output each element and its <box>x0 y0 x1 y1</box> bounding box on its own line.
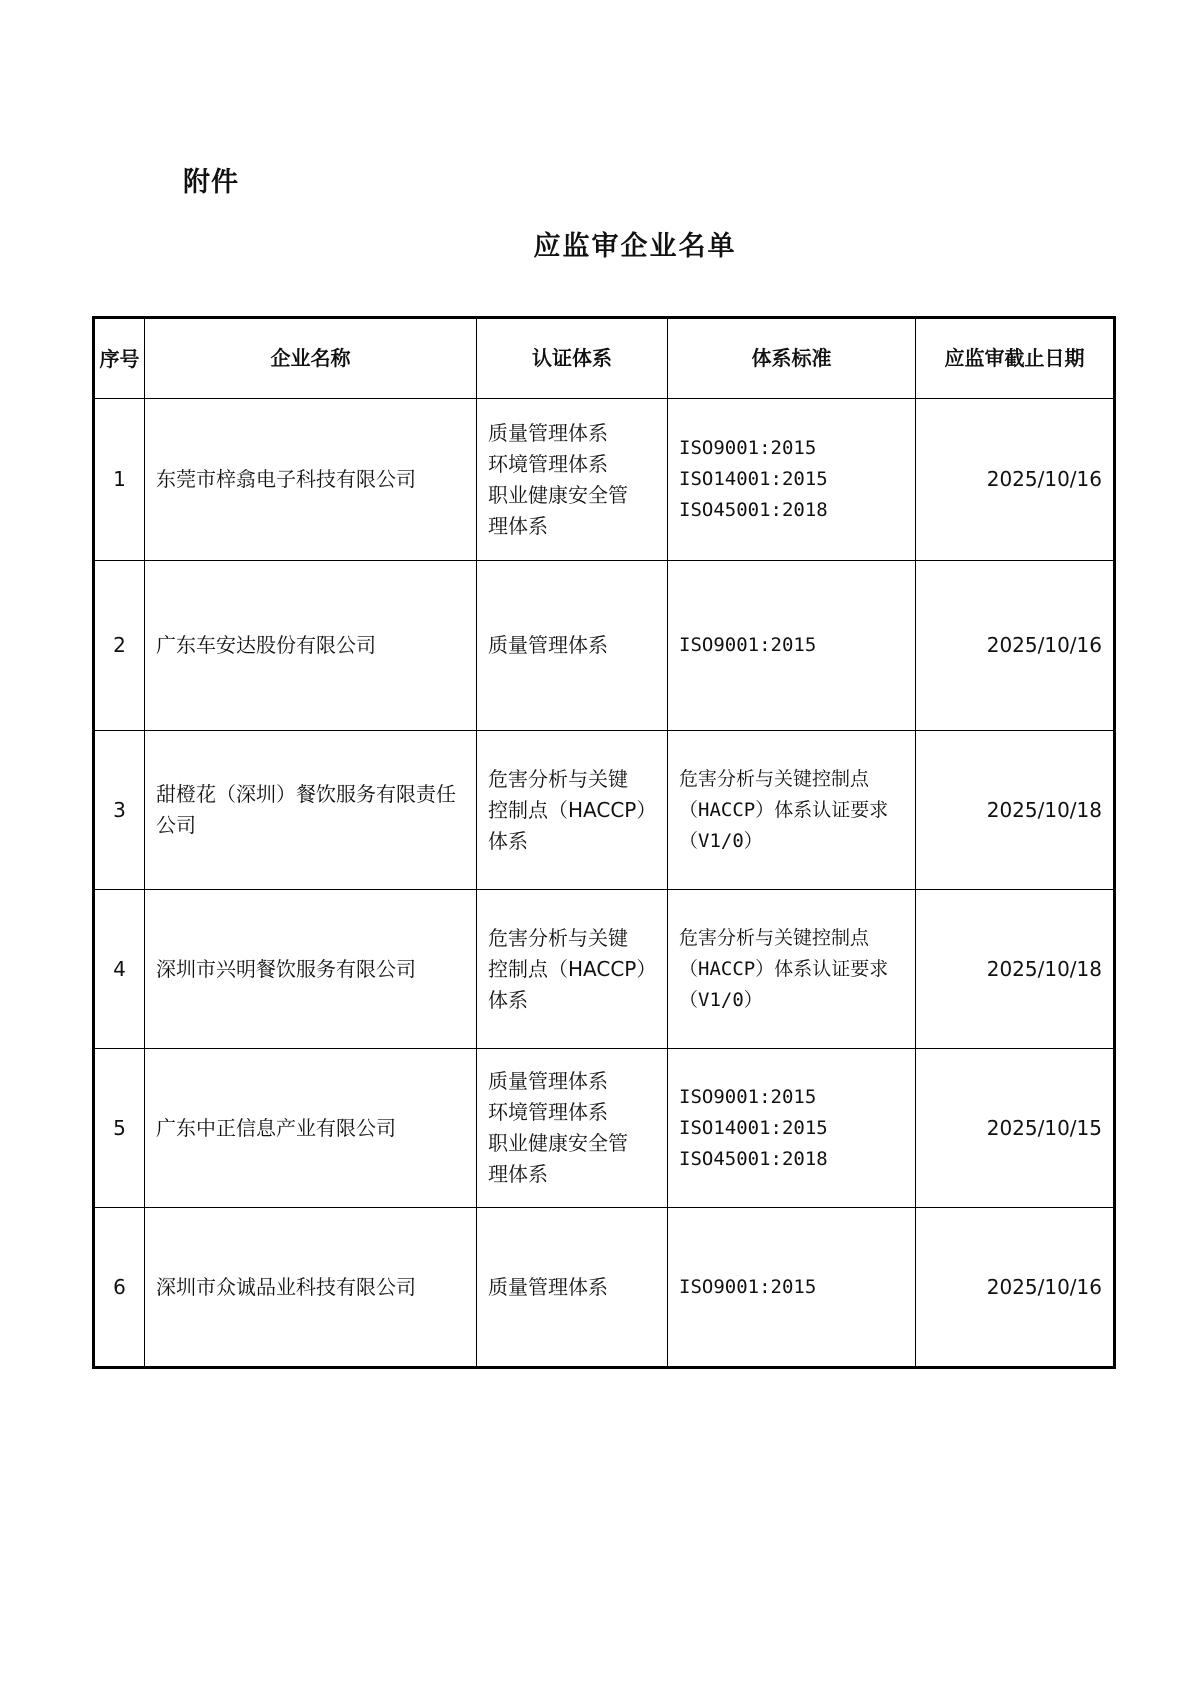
certification-system-cell <box>477 1208 668 1368</box>
attachment-label: 附件 <box>183 167 239 198</box>
system-standard-cell <box>668 1208 916 1368</box>
column-header-seq <box>94 318 145 399</box>
system-standard-line: ISO9001:2015 <box>679 634 817 656</box>
table-row <box>94 890 1115 1049</box>
certification-system-line: 环境管理体系 <box>488 1100 608 1124</box>
column-header-deadline: 应监审截止日期 <box>916 318 1115 399</box>
header-row <box>94 318 1115 399</box>
system-standard-line: （HACCP）体系认证要求 <box>679 957 889 980</box>
certification-system-line: 体系 <box>488 828 528 853</box>
certification-system-line: 控制点（HACCP） <box>488 797 657 822</box>
company-name-cell: 深圳市众诚品业科技有限公司 <box>145 1208 477 1368</box>
system-standard-cell <box>668 1049 916 1208</box>
certification-system-line: 职业健康安全管 <box>488 1131 628 1155</box>
row-seq-cell: 3 <box>94 731 145 890</box>
certification-system-line: 危害分析与关键 <box>488 766 628 791</box>
company-name-cell: 东莞市梓翕电子科技有限公司 <box>145 399 477 561</box>
system-standard-cell <box>668 890 916 1049</box>
audit-deadline-cell: 2025/10/18 <box>916 731 1115 890</box>
certification-system-cell <box>477 890 668 1049</box>
system-standard-line: 危害分析与关键控制点 <box>679 926 870 949</box>
table-row <box>94 731 1115 890</box>
system-standard-line: ISO9001:2015 <box>679 437 817 459</box>
certification-system-cell <box>477 399 668 561</box>
table-body <box>94 399 1115 1368</box>
certification-system-cell <box>477 1049 668 1208</box>
system-standard-line: ISO9001:2015 <box>679 1085 817 1108</box>
company-name-cell: 广东中正信息产业有限公司 <box>145 1049 477 1208</box>
column-header-seq-label: 序号 <box>99 346 140 371</box>
certification-system-line: 危害分析与关键 <box>488 925 628 950</box>
row-seq-cell: 4 <box>94 890 145 1049</box>
certification-system-line: 体系 <box>488 987 528 1012</box>
row-seq-cell: 5 <box>94 1049 145 1208</box>
column-header-company: 企业名称 <box>145 318 477 399</box>
system-standard-cell <box>668 731 916 890</box>
certification-system-line: 质量管理体系 <box>488 1274 608 1299</box>
company-name-cell: 甜橙花（深圳）餐饮服务有限责任公司 <box>145 731 477 890</box>
system-standard-line: 危害分析与关键控制点 <box>679 767 870 790</box>
system-standard-line: ISO14001:2015 <box>679 1116 828 1139</box>
table-row <box>94 561 1115 731</box>
certification-system-line: 理体系 <box>488 513 548 538</box>
system-standard-line: ISO45001:2018 <box>679 499 828 521</box>
audit-deadline-cell: 2025/10/16 <box>916 399 1115 561</box>
audit-company-table <box>92 316 1116 1369</box>
table-header <box>94 318 1115 399</box>
certification-system-line: 环境管理体系 <box>488 451 608 476</box>
table-row <box>94 399 1115 561</box>
certification-system-line: 控制点（HACCP） <box>488 956 657 981</box>
system-standard-line: ISO45001:2018 <box>679 1147 828 1170</box>
system-standard-line: ISO9001:2015 <box>679 1275 817 1298</box>
system-standard-line: （V1/0） <box>679 829 763 852</box>
company-name-cell: 广东车安达股份有限公司 <box>145 561 477 731</box>
row-seq-cell: 6 <box>94 1208 145 1368</box>
table-row <box>94 1049 1115 1208</box>
system-standard-line: （HACCP）体系认证要求 <box>679 798 889 821</box>
column-header-standard: 体系标准 <box>668 318 916 399</box>
system-standard-cell <box>668 399 916 561</box>
audit-deadline-cell: 2025/10/18 <box>916 890 1115 1049</box>
certification-system-line: 质量管理体系 <box>488 633 608 657</box>
certification-system-cell <box>477 561 668 731</box>
row-seq-cell: 1 <box>94 399 145 561</box>
table-row <box>94 1208 1115 1368</box>
certification-system-line: 质量管理体系 <box>488 1069 608 1093</box>
certification-system-line: 理体系 <box>488 1162 548 1186</box>
certification-system-cell <box>477 731 668 890</box>
company-name-cell: 深圳市兴明餐饮服务有限公司 <box>145 890 477 1049</box>
row-seq-cell: 2 <box>94 561 145 731</box>
audit-deadline-cell: 2025/10/16 <box>916 561 1115 731</box>
document-title: 应监审企业名单 <box>533 231 737 262</box>
certification-system-line: 职业健康安全管 <box>488 482 628 507</box>
certification-system-line: 质量管理体系 <box>488 420 608 445</box>
system-standard-cell <box>668 561 916 731</box>
audit-deadline-cell: 2025/10/15 <box>916 1049 1115 1208</box>
system-standard-line: （V1/0） <box>679 988 763 1011</box>
system-standard-line: ISO14001:2015 <box>679 468 828 490</box>
column-header-system: 认证体系 <box>477 318 668 399</box>
audit-deadline-cell: 2025/10/16 <box>916 1208 1115 1368</box>
